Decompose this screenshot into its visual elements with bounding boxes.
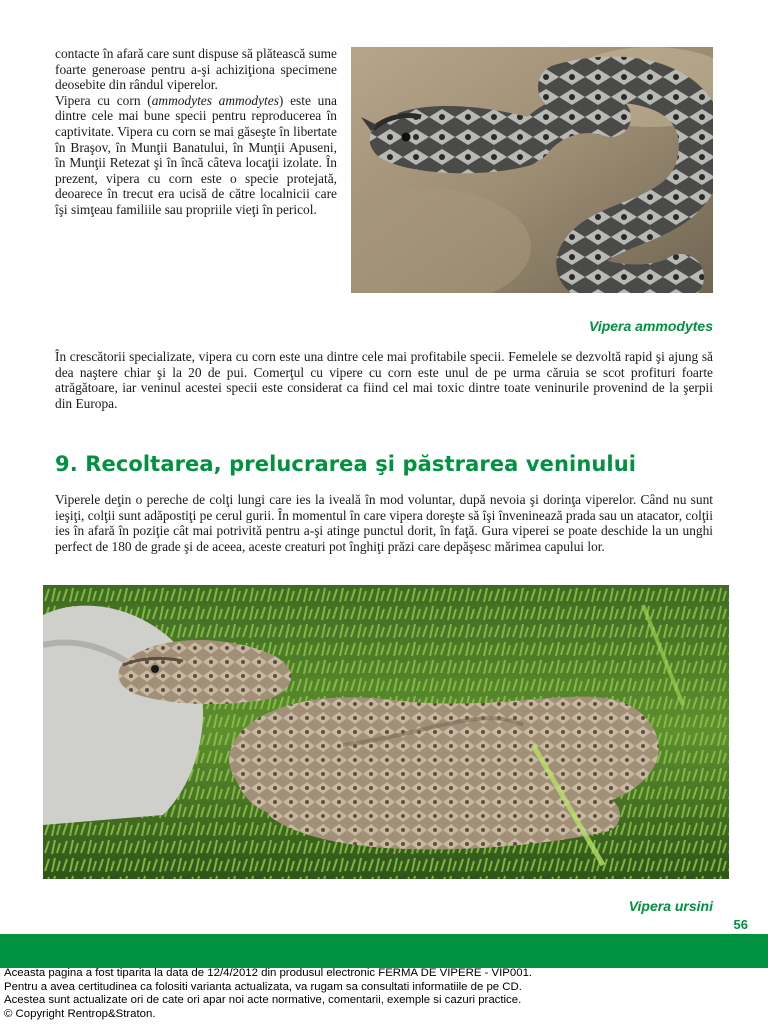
body-paragraph-1: În crescătorii specializate, vipera cu corn este una dintre cele mai profitabile specii. Femelele se dezvoltă rapid şi ajung să dea naştere chiar şi la 20 de pui. Comerţul cu vipere cu corn este unul de pe urma căruia se scot profituri foarte atrăgătoare, iar veninul acestei specii este considerat ca fiind cel mai toxic dintre toate veninurile provenind de la şerpii din Europa.: [55, 349, 713, 411]
footer-copyright: © Copyright Rentrop&Straton.: [4, 1007, 156, 1020]
intro-text-2a: Vipera cu corn (: [55, 92, 152, 108]
footer-line-2: Pentru a avea certitudinea ca folositi varianta actualizata, va rugam sa consultati informatiile de pe CD.: [4, 980, 522, 993]
intro-species-name: ammodytes ammodytes: [151, 92, 279, 108]
page-number: 56: [733, 917, 748, 932]
section-heading: 9. Recoltarea, prelucrarea şi păstrarea veninului: [55, 452, 637, 476]
body-paragraph-2: Viperele deţin o pereche de colţi lungi care ies la iveală în mod voluntar, după nevoia şi dorinţa viperelor. Când nu sunt ieşiţi, colţii sunt adăpostiţi pe cerul gurii. În momentul în care vipera doreşte să îşi înveninează prada sau un atacator, colţii ies în afară în poziţie cât mai potrivită pentru a-şi atinge punctul dorit, în faţă. Gura viperei se poate deschide la un unghi perfect de 180 de grade şi de aceea, aceste creaturi pot înghiţi prăzi care depăşesc mărimea capului lor.: [55, 492, 713, 554]
intro-text: contacte în afară care sunt dispuse să plătească sume foarte generoase pentru a-şi achiziţiona specimene deosebite din rândul viperelor.: [55, 46, 337, 93]
footer-disclaimer: [4, 967, 764, 1021]
vipera-ursini-photo: [43, 585, 729, 879]
footer-line-3: Acestea sunt actualizate ori de cate ori apar noi acte normative, comentarii, exemple si cazuri practice.: [4, 994, 522, 1007]
vipera-ammodytes-photo: [351, 47, 713, 293]
photo-caption-1: Vipera ammodytes: [589, 318, 713, 334]
footer-band: [0, 934, 768, 968]
footer-line-1: Aceasta pagina a fost tiparita la data de 12/4/2012 din produsul electronic FERMA DE VIPERE - VIP001.: [4, 967, 533, 979]
photo-caption-2: Vipera ursini: [628, 898, 713, 914]
intro-text-2b: ) este una dintre cele mai bune specii pentru reproducerea în captivitate. Vipera cu corn se mai găseşte în libertate în Braşov, în Munţii Banatului, în Munţii Apuseni, în Munţii Retezat şi în încă câteva locaţii izolate. În prezent, vipera cu corn este o specie protejată, deoarece în trecut era ucisă de către localnicii care îşi simţeau familiile sau propriile vieţi în pericol.: [55, 92, 337, 217]
intro-paragraph: [55, 46, 337, 218]
